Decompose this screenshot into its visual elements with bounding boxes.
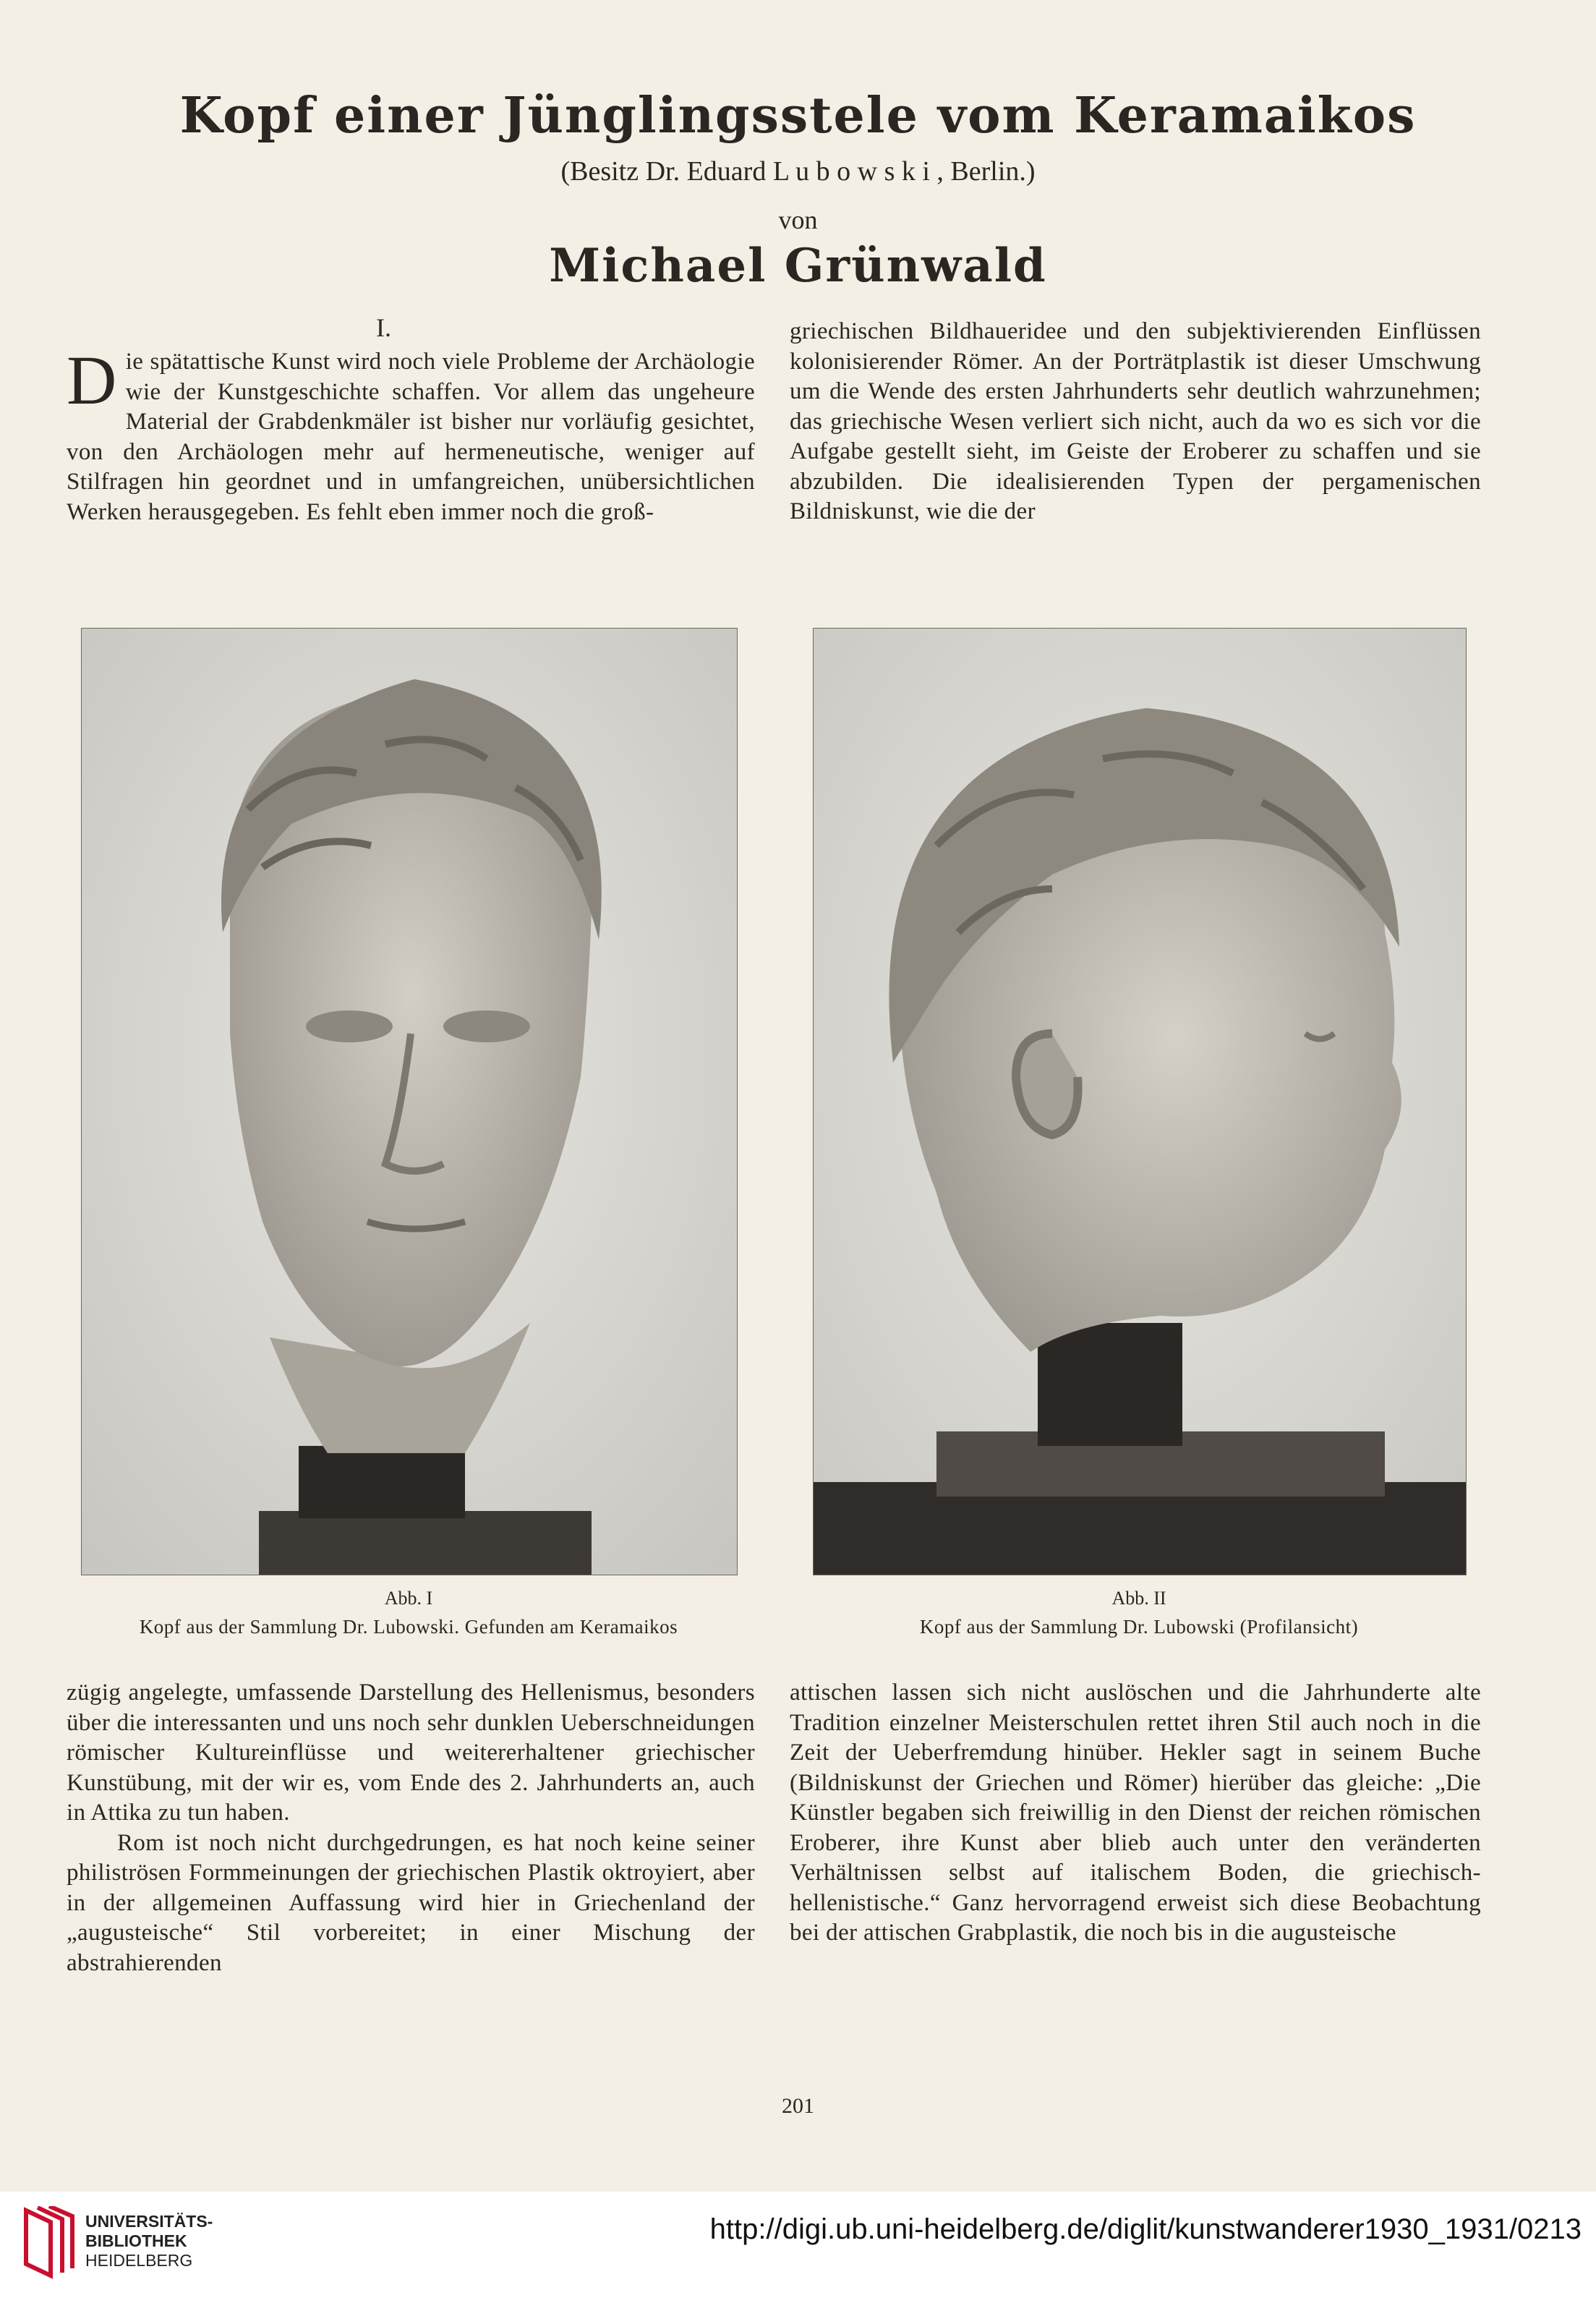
figure-1-number: Abb. I: [384, 1588, 433, 1609]
top-left-column: [67, 341, 755, 527]
bottom-right-column: [790, 1678, 1481, 1949]
top-right-text: griechischen Bildhaueridee und den subjektivierenden Einflüssen kolonisierender Römer. An der Porträtplastik ist dieser Umschwung um die Wende des ersten Jahrhunderts sehr deutlich wahrzunehmen; das griechische Wesen verliert sich nicht, auch da wo es sich vor die Aufgabe gestellt sieht, im Geiste der Eroberer zu schaffen und sie abzubilden. Die idealisierenden Typen der pergamenischen Bildniskunst, wie die der: [790, 318, 1481, 524]
figure-1-photo: [81, 628, 738, 1575]
figure-1-caption: Kopf aus der Sammlung Dr. Lubowski. Gefunden am Keramaikos: [139, 1616, 678, 1638]
byline-von: von: [778, 205, 818, 234]
library-name: [85, 2212, 213, 2270]
figure-2-number: Abb. II: [1111, 1588, 1166, 1609]
author-name: Michael Grünwald: [549, 239, 1047, 293]
permalink-url[interactable]: http://digi.ub.uni-heidelberg.de/diglit/kunstwanderer1930_1931/0213: [709, 2213, 1582, 2245]
figure-2-photo: [813, 628, 1467, 1575]
bottom-left-column: [67, 1678, 755, 1978]
article-title: Kopf einer Jünglingsstele vom Keramaikos: [179, 87, 1417, 145]
bottom-left-paragraph-2: Rom ist noch nicht durchgedrungen, es hat noch keine seiner philiströsen Formmeinungen der griechischen Plastik oktroyiert, aber in der allgemeinen Auffassung wird hier in Griechenland der „augusteische“ Stil vorbereitet; in einer Mischung der abstrahierenden: [67, 1829, 755, 1976]
digitization-footer: [0, 2192, 1596, 2324]
sculpture-head-front-image: [82, 629, 737, 1575]
figure-2-caption: Kopf aus der Sammlung Dr. Lubowski (Profilansicht): [919, 1616, 1359, 1638]
drop-cap: D: [67, 341, 117, 419]
library-name-line-3: HEIDELBERG: [85, 2251, 193, 2270]
top-right-column: [790, 317, 1481, 527]
top-left-text: ie spätattische Kunst wird noch viele Probleme der Archäologie wie der Kunstgeschichte schaffen. Vor allem das ungeheure Material der Grabdenkmäler ist bisher nur vorläufig gesichtet, von den Archäologen mehr auf hermeneutische, weniger auf Stilfragen hin geordnet und in umfangreichen, unübersichtlichen Werken herausgegeben. Es fehlt eben immer noch die groß-: [67, 349, 755, 525]
bottom-right-text: attischen lassen sich nicht auslöschen und die Jahrhunderte alte Tradition einzelner Meisterschulen rettet ihren Stil auch noch in die Zeit der Ueberfremdung hinüber. Hekler sagt in seinem Buche (Bildniskunst der Griechen und Römer) hierüber das gleiche: „Die Künstler begaben sich freiwillig in den Dienst der reichen römischen Eroberer, ihre Kunst aber blieb auch unter den veränderten Verhältnissen selbst auf italischem Boden, die griechisch-hellenistische.“ Ganz hervorragend erweist sich diese Beobachtung bei der attischen Grabplastik, die noch bis in die augusteische: [790, 1680, 1481, 1946]
bottom-left-paragraph-1: zügig angelegte, umfassende Darstellung des Hellenismus, besonders über die interessanten und uns noch sehr dunklen Ueberschneidungen römischer Kultureinflüsse und weitererhaltener griechischer Kunstübung, mit der wir es, vom Ende des 2. Jahrhunderts an, auch in Attika zu tun haben.: [67, 1680, 755, 1826]
library-name-line-1: UNIVERSITÄTS-: [85, 2212, 213, 2231]
library-logo-icon: [22, 2206, 77, 2281]
article-subtitle: (Besitz Dr. Eduard L u b o w s k i , Berlin.): [560, 156, 1036, 187]
sculpture-head-profile-image: [814, 629, 1466, 1575]
library-name-line-2: BIBLIOTHEK: [85, 2231, 187, 2250]
page-number: 201: [782, 2094, 814, 2118]
section-number: I.: [376, 313, 391, 342]
